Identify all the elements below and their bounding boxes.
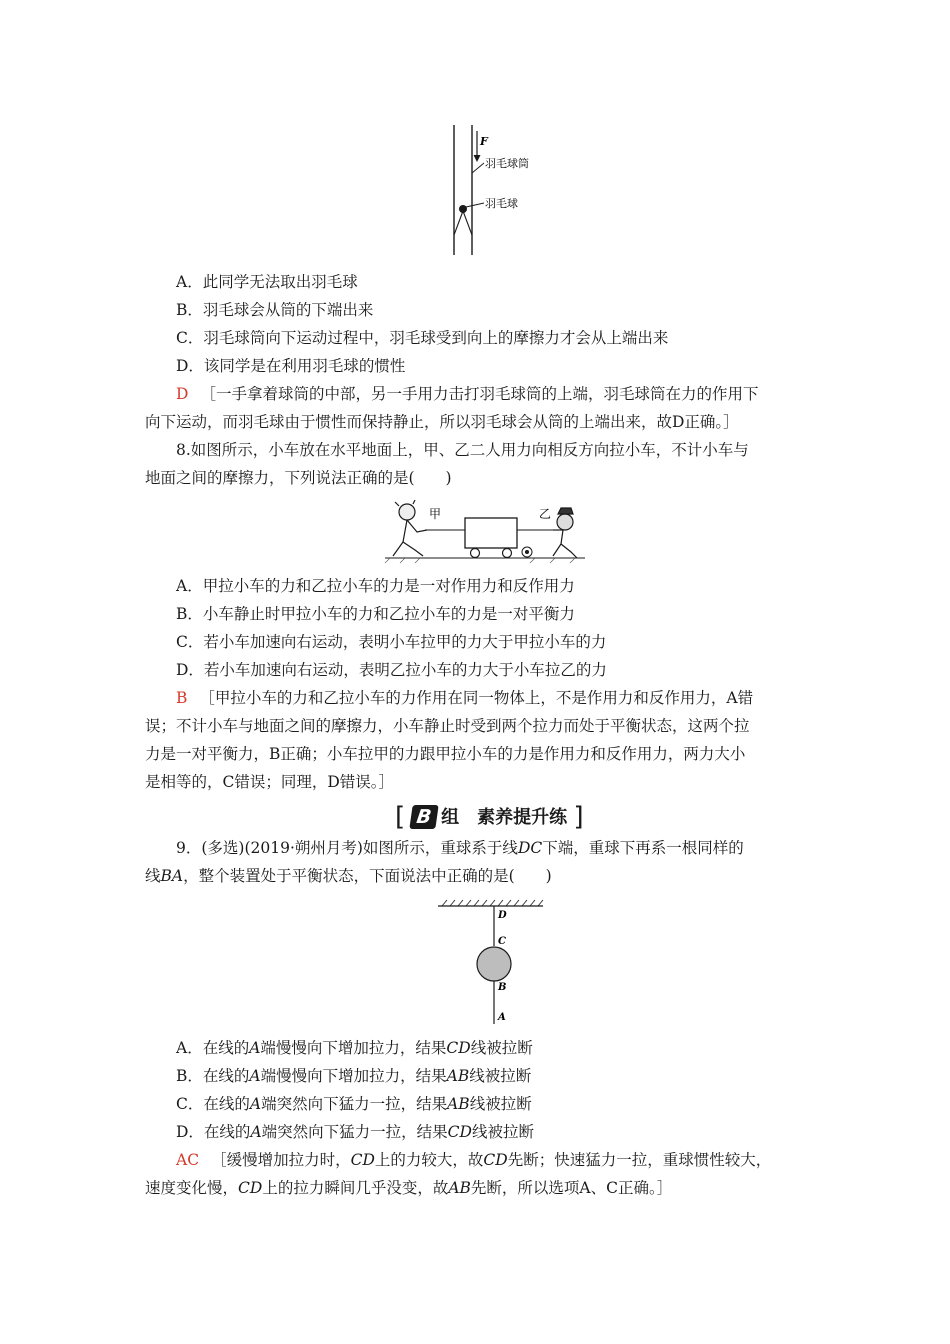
label-yi: 乙 (539, 507, 552, 521)
tube-label: 羽毛球筒 (485, 157, 529, 170)
heavy-ball (477, 947, 511, 981)
q8-option-b: B．小车静止时甲拉小车的力和乙拉小车的力是一对平衡力 (176, 605, 575, 623)
q7-explanation-line2: 向下运动，而羽毛球由于惯性而保持静止，所以羽毛球会从筒的上端出来，故D正确。］ (145, 413, 739, 431)
q8-option-a: A．甲拉小车的力和乙拉小车的力是一对作用力和反作用力 (176, 577, 575, 595)
section-title: [ B 组 素养提升练 ] (395, 802, 584, 832)
person-jia (393, 500, 427, 556)
q9-answer: AC (176, 1151, 200, 1169)
q7-explanation-line1: D ［一手拿着球筒的中部，另一手用力击打羽毛球筒的上端，羽毛球筒在力的作用下 (176, 385, 759, 403)
label-a: A (498, 1012, 506, 1023)
shuttlecock (459, 205, 467, 213)
q7-option-b: B．羽毛球会从筒的下端出来 (176, 301, 374, 319)
q8-option-c: C．若小车加速向右运动，表明小车拉甲的力大于甲拉小车的力 (176, 633, 607, 651)
q8-explanation-line2: 误；不计小车与地面之间的摩擦力，小车静止时受到两个拉力而处于平衡状态，这两个拉 (145, 717, 750, 735)
label-d: D (498, 910, 507, 921)
person-yi (553, 508, 577, 558)
q8-stem-line1: 8.如图所示，小车放在水平地面上，甲、乙二人用力向相反方向拉小车，不计小车与 (176, 441, 749, 459)
q9-option-c: C．在线的A端突然向下猛力一拉，结果AB线被拉断 (176, 1095, 532, 1113)
q7-answer: D (176, 385, 189, 403)
hanging-ball-figure (438, 898, 548, 1030)
small-creature (522, 547, 532, 557)
q9-explanation-line1: AC ［缓慢增加拉力时，CD上的力较大，故CD先断；快速猛力一拉，重球惯性较大， (176, 1151, 772, 1169)
q9-stem-line2: 线BA，整个装置处于平衡状态，下面说法中正确的是( ) (145, 867, 552, 885)
q9-option-b: B．在线的A端慢慢向下增加拉力，结果AB线被拉断 (176, 1067, 532, 1085)
q9-explanation-line2: 速度变化慢，CD上的拉力瞬间几乎没变，故AB先断，所以选项A、C正确。］ (145, 1179, 673, 1197)
q7-option-d: D．该同学是在利用羽毛球的惯性 (176, 357, 406, 375)
q8-explanation-line4: 是相等的，C错误；同理，D错误。］ (145, 773, 395, 791)
q9-stem-line1: 9．(多选)(2019·朔州月考)如图所示，重球系于线DC下端，重球下再系一根同样的 (176, 839, 744, 857)
q8-stem-line2: 地面之间的摩擦力，下列说法正确的是( ) (145, 469, 452, 487)
label-c: C (498, 936, 506, 947)
q7-option-a: A．此同学无法取出羽毛球 (176, 273, 358, 291)
q9-option-d: D．在线的A端突然向下猛力一拉，结果CD线被拉断 (176, 1123, 534, 1141)
label-jia: 甲 (429, 507, 442, 521)
q8-answer: B (176, 689, 188, 707)
q8-explanation-line1: B ［甲拉小车的力和乙拉小车的力作用在同一物体上，不是作用力和反作用力，A错 (176, 689, 754, 707)
cart-body (465, 518, 517, 548)
q7-option-c: C．羽毛球筒向下运动过程中，羽毛球受到向上的摩擦力才会从上端出来 (176, 329, 669, 347)
q9-option-a: A．在线的A端慢慢向下增加拉力，结果CD线被拉断 (176, 1039, 533, 1057)
cart-pulling-figure (385, 500, 585, 565)
ball-label: 羽毛球 (485, 197, 518, 210)
q8-explanation-line3: 力是一对平衡力，B正确；小车拉甲的力跟甲拉小车的力是作用力和反作用力，两力大小 (145, 745, 746, 763)
badminton-tube-figure (420, 125, 550, 260)
label-b: B (498, 982, 507, 993)
q8-option-d: D．若小车加速向右运动，表明乙拉小车的力大于小车拉乙的力 (176, 661, 607, 679)
section-badge: B (409, 805, 438, 829)
force-label: F (480, 135, 488, 148)
